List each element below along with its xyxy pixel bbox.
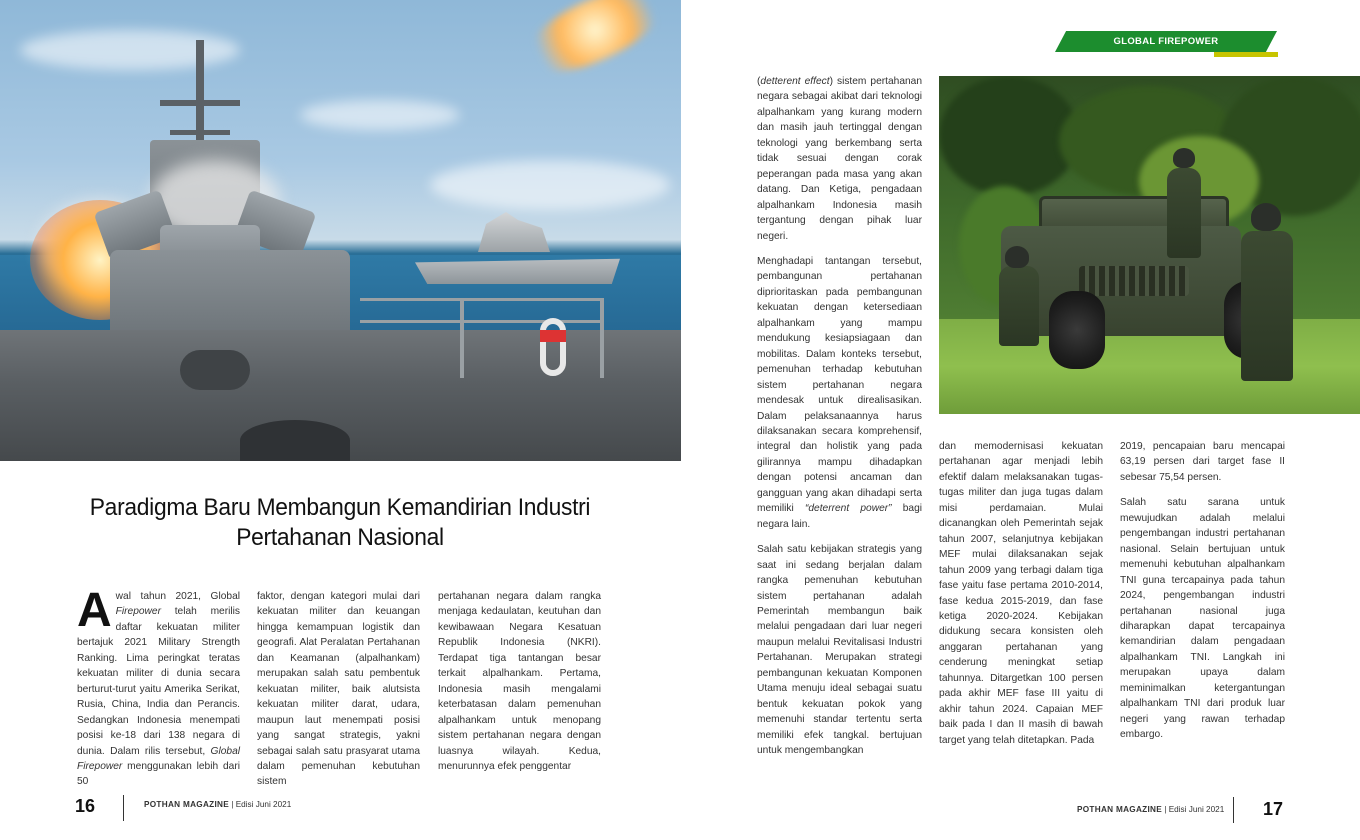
paragraph: pertahanan negara dalam rangka menjaga kedaulatan, keutuhan dan kewibawaan Negara Kesatuan Republik Indonesia (NKRI). Terdapat tiga tantangan besar terkait alpalhankam. Pertama, Indonesia masih mengalami keterbatasan dalam pemenuhan alpalhankam untuk menopang sistem pertahanan negara dengan luasnya wilayah. Kedua, menurunnya efek penggentar xyxy=(438,591,601,772)
warship-photo xyxy=(0,0,681,461)
body-column-2 xyxy=(257,589,420,800)
body-column-1: Awal tahun 2021, Global Firepower telah merilis daftar kekuatan militer bertajuk 2021 Military Strength Ranking. Lima peringkat teratas kekuatan militer di dunia secara berturut-turut yaitu Amerika Serikat, Rusia, China, India dan Perancis. Sedangkan Indonesia menempati posisi ke-18 dari 138 negara di dunia. Dalam rilis tersebut, Global Firepower menggunakan lebih dari 50 xyxy=(77,584,240,788)
drop-cap: A xyxy=(77,584,112,637)
banner-accent xyxy=(1214,52,1278,57)
footer-right: POTHAN MAGAZINE | Edisi Juni 2021 xyxy=(1077,805,1225,814)
military-vehicle-photo xyxy=(939,76,1360,414)
footer-left: POTHAN MAGAZINE | Edisi Juni 2021 xyxy=(144,800,292,809)
body-column-4: (detterent effect) sistem pertahanan negara sebagai akibat dari teknologi alpalhankam yang kurang modern dan masih jauh tertinggal dengan teknologi yang berkembang serta tidak sesuai dengan corak peperangan pada masa yang akan datang. Dan Ketiga, pengadaan alpalhankam Indonesia masih tergantung dengan pihak luar negeri. Menghadapi tantangan tersebut, pembangunan pertahanan diprioritaskan pada pembangunan kekuatan dengan ketersediaan alpalhankam yang mampu mendukung kesiapsiagaan dan mobilitas. Dalam konteks tersebut, pemenuhan terhadap kebutuhan sistem pertahanan negara mendesak untuk direalisasikan. Dalam pelaksanaannya harus dilaksanakan secara komprehensif, integral dan holistik yang pada gilirannya mampu dihadapkan dengan potensi ancaman dan gangguan yang akan dihadapi serta memiliki “deterrent power” bagi negara lain. Salah satu kebijakan strategis yang saat ini sedang berjalan dalam rangka pemenuhan kebutuhan sistem pertahanan adalah Pemerintah membangun baik melalui pengadaan dari luar negeri maupun melalui Revitalisasi Industri Pertahanan. Merupakan strategi pembangunan kekuatan Komponen Utama menuju ideal sebagai suatu bentuk kekuatan pokok yang memenuhi standar tertentu serta memiliki efek tangkal. bertujuan untuk mengembangkan xyxy=(757,74,922,768)
page-number-left: 16 xyxy=(75,796,96,816)
paragraph: Salah satu sarana untuk mewujudkan adalah melalui pengembangan industri pertahanan nasional. Selain bertujuan untuk memenuhi kebutuhan alpalhankam TNI guna tercapainya pada tahun 2024, pengembangan industri pertahanan nasional juga diharapkan dapat tercapainya kemandirian dalam pengadaan alpalhankam TNI. Langkah ini merupakan upaya dalam meminimalkan ketergantungan alpalhankam TNI dari produk luar negeri yang rawan terhadap embargo. xyxy=(1120,497,1285,741)
paragraph: Salah satu kebijakan strategis yang saat ini sedang berjalan dalam rangka pemenuhan kebutuhan sistem pertahanan adalah Pemerintah membangun baik melalui pengadaan dari luar negeri maupun melalui Revitalisasi Industri Pertahanan. Merupakan strategi pembangunan kekuatan Komponen Utama menuju ideal sebagai suatu bentuk kekuatan pokok yang memenuhi standar tertentu serta memiliki efek tangkal. bertujuan untuk mengembangkan xyxy=(757,544,922,757)
paragraph: faktor, dengan kategori mulai dari kekuatan militer dan keuangan hingga kemampuan logistik dan geografi. Alat Peralatan Pertahanan dan Keamanan (alpalhankam) merupakan salah satu pembentuk kekuatan militer, baik alutsista kekuatan militer darat, udara, maupun laut menempati posisi yang sangat strategis, yakni sebagai salah satu prasyarat utama dalam pemenuhan kebutuhan sistem xyxy=(257,591,420,788)
page-number-right: 17 xyxy=(1263,799,1284,819)
title-line-2: Pertahanan Nasional xyxy=(236,524,444,551)
article-title xyxy=(74,493,606,553)
paragraph: dan memodernisasi kekuatan pertahanan agar menjadi lebih efektif dalam melaksanakan tugas-tugas militer dan juga tugas dalam misi perdamaian. Mulai dicanangkan oleh Pemerintah sejak tahun 2007, selanjutnya kebijakan MEF mulai dilaksanakan sejak tahun 2009 yang terbagi dalam tiga fase yaitu fase pertama 2010-2014, fase kedua 2015-2019, dan fase ketiga 2020-2024. Kebijakan didukung secara konsisten oleh anggaran pertahanan yang cenderung meningkat setiap tahunnya. Ditargetkan 100 persen pada akhir MEF fase III yaitu di akhir tahun 2024. Capaian MEF baik pada I dan II masih di bawah target yang telah ditetapkan. Pada xyxy=(939,441,1103,746)
footer-divider-right xyxy=(1233,797,1234,823)
title-line-1: Paradigma Baru Membangun Kemandirian Industri xyxy=(89,494,591,521)
body-column-5 xyxy=(939,439,1103,758)
section-banner-label: GLOBAL FIREPOWER xyxy=(1113,36,1219,47)
body-column-6 xyxy=(1120,439,1285,753)
body-column-3 xyxy=(438,589,601,784)
paragraph: 2019, pencapaian baru mencapai 63,19 persen dari target fase II sebesar 75,54 persen. xyxy=(1120,441,1285,483)
footer-divider-left xyxy=(123,795,124,821)
